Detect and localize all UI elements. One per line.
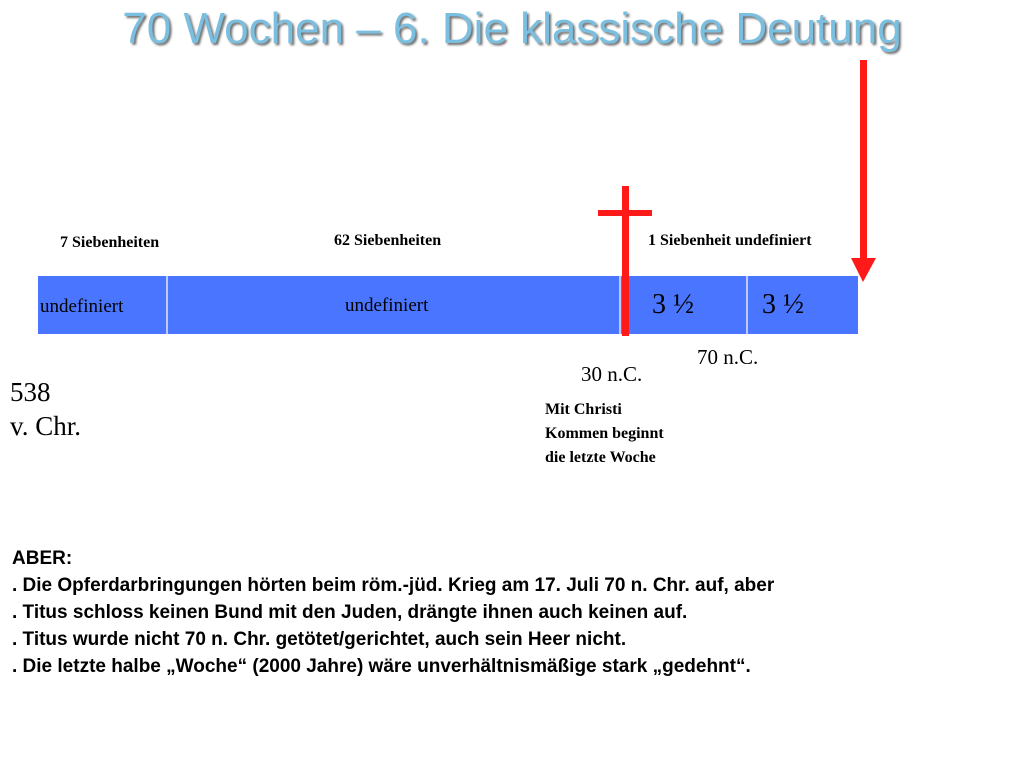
segment-label-7: 7 Siebenheiten — [60, 234, 160, 251]
christ-note-line: Mit Christi — [545, 401, 622, 418]
objections-block — [12, 545, 1024, 680]
start-year-number: 538 — [10, 377, 51, 407]
segment-label-1: 1 Siebenheit undefiniert — [648, 232, 812, 249]
objection-line: . Die Opferdarbringungen hörten beim röm.-jüd. Krieg am 17. Juli 70 n. Chr. auf, aber — [12, 575, 775, 596]
half-week-1: 3 ½ — [652, 289, 694, 320]
slide-title: 70 Wochen – 6. Die klassische Deutung — [122, 4, 902, 53]
bar-label-undefiniert-1: undefiniert — [40, 296, 124, 317]
bar-label-undefiniert-2: undefiniert — [345, 295, 429, 316]
date-30-nc: 30 n.C. — [581, 362, 643, 386]
down-arrow-icon — [851, 60, 876, 282]
segment-label-62: 62 Siebenheiten — [334, 232, 442, 249]
cross-icon — [598, 186, 652, 336]
christ-note — [545, 398, 664, 470]
objection-line: . Die letzte halbe „Woche“ (2000 Jahre) wäre unverhältnismäßige stark „gedehnt“. — [12, 656, 751, 677]
half-week-2: 3 ½ — [762, 289, 804, 320]
objection-line: . Titus schloss keinen Bund mit den Juden, drängte ihnen auch keinen auf. — [12, 602, 688, 623]
christ-note-line: Kommen beginnt — [545, 425, 664, 442]
start-year — [10, 375, 81, 443]
date-70-nc: 70 n.C. — [697, 345, 759, 369]
christ-note-line: die letzte Woche — [545, 449, 656, 466]
start-year-era: v. Chr. — [10, 411, 82, 441]
objection-line: . Titus wurde nicht 70 n. Chr. getötet/gerichtet, auch sein Heer nicht. — [12, 629, 627, 650]
objections-heading: ABER: — [12, 548, 73, 569]
